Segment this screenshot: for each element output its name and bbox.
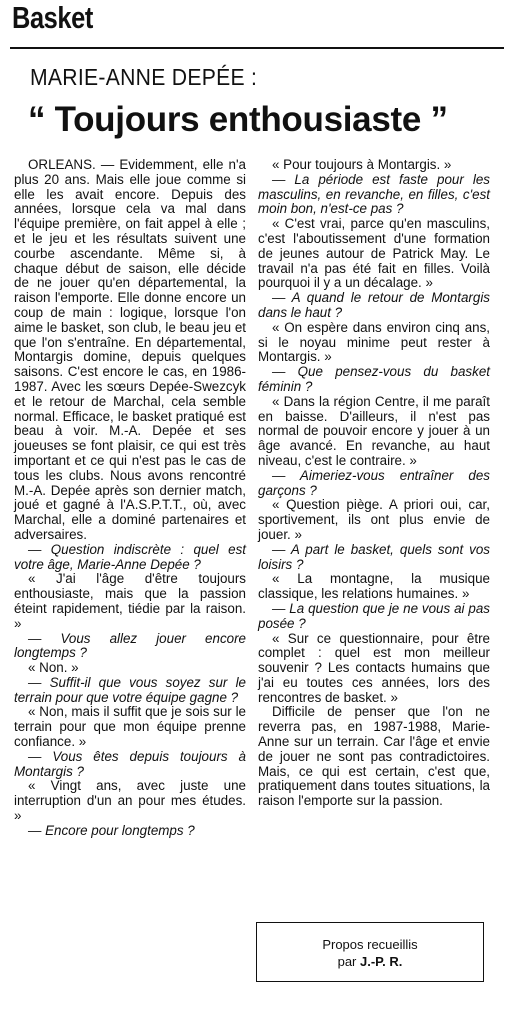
article-paragraph: « Non. » — [28, 660, 79, 676]
interview-question: — Vous allez jouer encore longtemps ? — [14, 630, 246, 661]
interview-question: — Encore pour longtemps ? — [28, 822, 195, 838]
article-kicker: MARIE-ANNE DEPÉE : — [30, 64, 258, 90]
article-paragraph: « Pour toujours à Montargis. » — [272, 157, 452, 172]
interview-question: — Suffit-il que vous soyez sur le terrain pour que votre équipe gagne ? — [14, 674, 246, 705]
article-paragraph: « Vingt ans, avec juste une interruption d'un an pour mes études. » — [14, 778, 246, 824]
article-paragraph: « Sur ce questionnaire, pour être complet : quel est mon meilleur souvenir ? Les contacts humains que j'ai eu toutes ces années, lors des rencontres de basket. » — [258, 630, 490, 705]
interview-question: — A quand le retour de Montargis dans le haut ? — [258, 290, 490, 320]
article-paragraph: « Question piège. A priori oui, car, sportivement, ils ont plus envie de jouer. » — [258, 497, 490, 542]
section-rubric: Basket — [12, 0, 93, 35]
byline-author-line — [257, 954, 483, 969]
interview-question: — Aimeriez-vous entraîner des garçons ? — [258, 467, 490, 498]
interview-question: — A part le basket, quels sont vos loisirs ? — [258, 541, 490, 572]
header-rule — [10, 47, 504, 49]
article-paragraph: Difficile de penser que l'on ne reverra pas, en 1987-1988, Marie-Anne sur un terrain. Car l'âge et envie de jouer ne sont pas contradictoires. Mais, ce qui est certain, c'est que, pratiquement dans toutes situations, la raison l'emporte sur la passion. — [258, 704, 490, 809]
interview-question: — La question que je ne vous ai pas posée ? — [258, 600, 490, 631]
article-paragraph: « La montagne, la musique classique, les relations humaines. » — [258, 571, 490, 602]
interview-question: — Que pensez-vous du basket féminin ? — [258, 364, 490, 394]
article-paragraph: « Dans la région Centre, il me paraît en baisse. D'ailleurs, il n'est pas normal de pouvoir encore y jouer à un âge avancé. En revanche, au haut niveau, c'est le contraire. » — [258, 393, 490, 468]
article-paragraph: « On espère dans environ cinq ans, si le noyau minime peut rester à Montargis. » — [258, 319, 490, 365]
byline-prefix: par — [337, 954, 360, 969]
interview-question: — Vous êtes depuis toujours à Montargis ? — [14, 748, 246, 779]
byline-box — [256, 922, 484, 982]
interview-question: — Question indiscrète : quel est votre âge, Marie-Anne Depée ? — [14, 541, 246, 572]
byline-author: J.-P. R. — [360, 954, 403, 969]
article-paragraph: ORLEANS. — Evidemment, elle n'a plus 20 ans. Mais elle joue comme si elle les avait encore. Depuis des années, lorsque cela va mal dans l'équipe première, on fait appel à elle ; et le jeu et les résultats suivent une courbe ascendante. Même si, à chaque début de saison, elle décide de ne jouer qu'en départemental, la raison l'emporte. Elle donne encore un coup de main : logique, lorsque l'on aime le basket, son club, le beau jeu et que l'on s'entraîne. En départemental, Montargis domine, depuis quelques saisons. C'est encore le cas, en 1986-1987. Avec les sœurs Depée-Swezcyk et le retour de Marchal, cela semble normal. Efficace, le basket pratiqué est beau à voir. M.-A. Depée et ses joueuses se font plaisir, ce qui est très important et ce qui n'est pas le cas de tous les clubs. Nous avons rencontré M.-A. Depée après son dernier match, joué et gagné à l'A.S.P.T.T., où, avec Marchal, elle a dominé partenaires et adversaires. — [14, 157, 246, 542]
article-paragraph: « Non, mais il suffit que je sois sur le terrain pour que mon équipe prenne confiance. » — [14, 704, 246, 750]
article-paragraph: « C'est vrai, parce qu'en masculins, c'est l'aboutissement d'une formation de jeunes autour de Patrick May. Le travail n'a pas été fait en filles. Voilà pourquoi il y a un décalage. » — [258, 216, 490, 291]
interview-question: — La période est faste pour les masculins, en revanche, en filles, c'est moin bon, n'est-ce pas ? — [258, 171, 490, 217]
byline-intro: Propos recueillis — [322, 937, 418, 952]
article-column-left — [14, 158, 246, 839]
article-headline: “ Toujours enthousiaste ” — [28, 100, 448, 139]
article-paragraph: « J'ai l'âge d'être toujours enthousiaste, mais que la passion éteint rapidement, tiédie par la raison. » — [14, 571, 246, 631]
article-column-right — [258, 158, 490, 809]
